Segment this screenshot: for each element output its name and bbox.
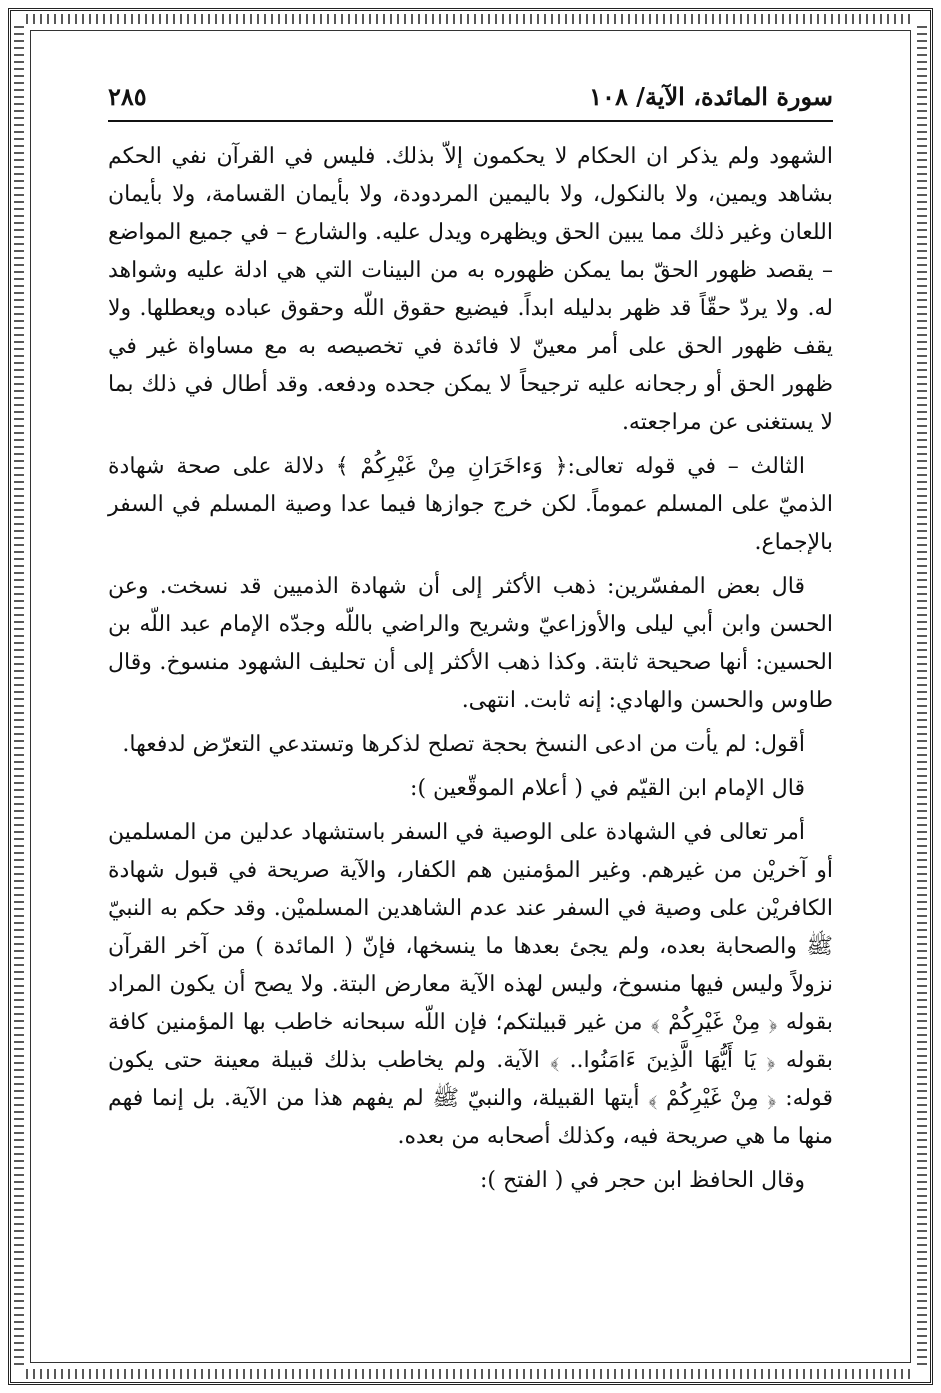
page-header bbox=[108, 80, 833, 122]
page-number: ٢٨٥ bbox=[108, 82, 147, 111]
paragraph: الشهود ولم يذكر ان الحكام لا يحكمون إلاّ بذلك. فليس في القرآن نفي الحكم بشاهد ويمين، ولا بالنكول، ولا باليمين المردودة، ولا بأيمان القسامة، ولا بأيمان اللعان وغير ذلك مما يبين الحق ويظهره ويدل عليه. والشارع – في جميع المواضع – يقصد ظهور الحقّ بما يمكن ظهوره به من البينات التي هي ادلة عليه وشواهد له. ولا يردّ حقّاً قد ظهر بدليله ابداً. فيضيع حقوق اللّه وحقوق عباده ويعطلها. ولا يقف ظهور الحق على أمر معينّ لا فائدة في تخصيصه به مع مساواة غير في ظهور الحق أو رجحانه عليه ترجيحاً لا يمكن جحده ودفعه. وقد أطال في ذلك بما لا يستغنى عن مراجعته. bbox=[108, 144, 833, 435]
paragraph: قال بعض المفسّرين: ذهب الأكثر إلى أن شهادة الذميين قد نسخت. وعن الحسن وابن أبي ليلى والأوزاعيّ وشريح والراضي باللّه وجدّه الإمام عبد اللّه بن الحسين: أنها صحيحة ثابتة. وكذا ذهب الأكثر إلى أن تحليف الشهود منسوخ. وقال طاوس والحسن والهادي: إنه ثابت. انتهى. bbox=[108, 574, 833, 713]
paragraph: أقول: لم يأت من ادعى النسخ بحجة تصلح لذكرها وتستدعي التعرّض لدفعها. bbox=[122, 732, 805, 757]
paragraph: أمر تعالى في الشهادة على الوصية في السفر باستشهاد عدلين من المسلمين أو آخريْن من غيرهم. وغير المؤمنين هم الكفار، والآية صريحة في قبول شهادة الكافريْن على وصية في السفر عند عدم الشاهدين المسلميْن. وقد حكم به النبيّ ﷺ والصحابة بعده، ولم يجئ بعدها ما ينسخها، فإنّ ( المائدة ) من آخر القرآن نزولاً وليس فيها منسوخ، وليس لهذه الآية معارض البتة. ولا يصح أن يكون المراد بقوله ﴿ مِنْ غَيْرِكُمْ ﴾ من غير قبيلتكم؛ فإن اللّه سبحانه خاطب بها المؤمنين كافة بقوله ﴿ يَا أَيُّهَا الَّذِينَ ءَامَنُوا.. ﴾ الآية. ولم يخاطب بذلك قبيلة معينة حتى يكون قوله: ﴿ مِنْ غَيْرِكُمْ ﴾ أيتها القبيلة، والنبيّ ﷺ لم يفهم هذا من الآية. بل إنما فهم منها ما هي صريحة فيه، وكذلك أصحابه من بعده. bbox=[108, 820, 833, 1149]
paragraph: قال الإمام ابن القيّم في ( أعلام الموقّعين ): bbox=[410, 776, 805, 801]
border-ornament-bottom bbox=[26, 1369, 915, 1379]
border-ornament-top bbox=[26, 14, 915, 24]
paragraph: وقال الحافظ ابن حجر في ( الفتح ): bbox=[479, 1168, 805, 1193]
page-body bbox=[108, 138, 833, 1200]
paragraph: الثالث – في قوله تعالى:﴿ وَءاخَرَانِ مِنْ غَيْرِكُمْ ﴾ دلالة على صحة شهادة الذميّ على المسلم عموماً. لكن خرج جوازها فيما عدا وصية المسلم في السفر بالإجماع. bbox=[108, 454, 833, 555]
running-title: سورة المائدة، الآية/ ١٠٨ bbox=[589, 82, 833, 111]
border-ornament-right bbox=[917, 26, 927, 1367]
border-ornament-left bbox=[14, 26, 24, 1367]
